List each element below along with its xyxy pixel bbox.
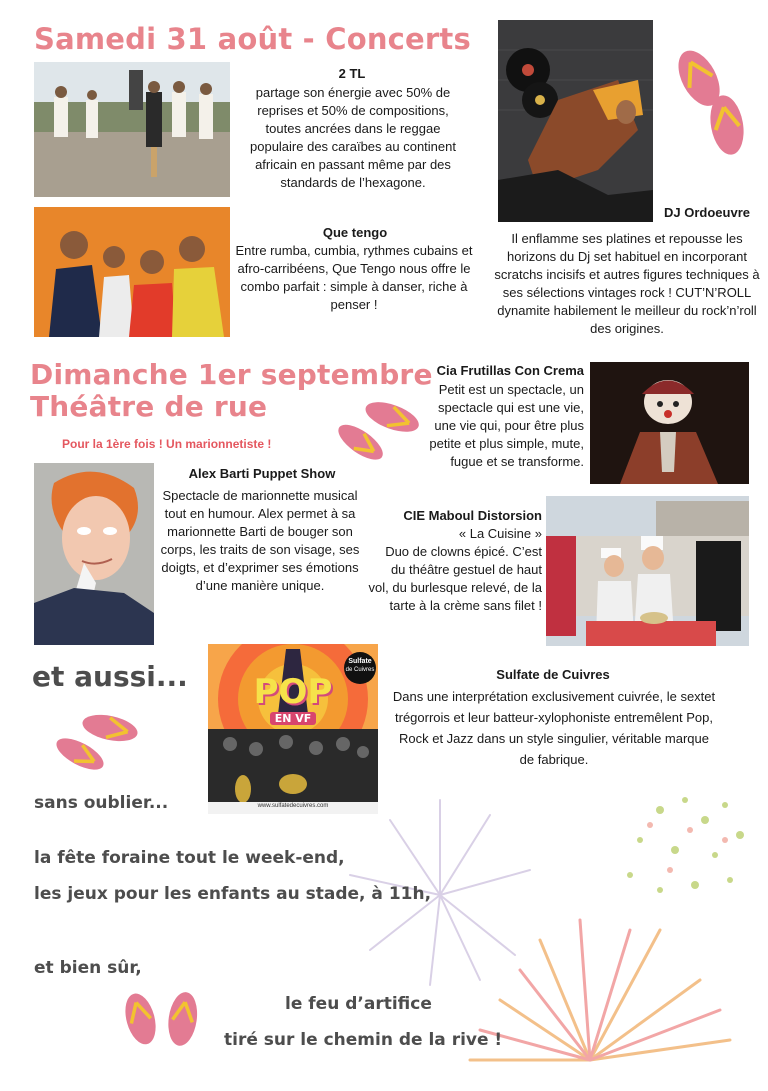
- saturday-title: Samedi 31 août - Concerts: [34, 22, 471, 56]
- que-tengo-name: Que tengo: [322, 225, 388, 240]
- que-tengo-text: Entre rumba, cumbia, rythmes cubains et afro-carribéens, Que Tengo nous offre le combo parfait : simple à danser, riche à penser !: [235, 243, 473, 312]
- dj-text: Il enflamme ses platines et repousse les horizons du Dj set habituel en incorporant scratchs incisifs et autres figures techniques à ses sélections vintages rock ! CUT’N’ROLL dynamite habilement le meilleur du rock’n’roll des origines.: [494, 231, 760, 336]
- without-line2: les jeux pour les enfants au stade, à 11h,: [34, 884, 432, 904]
- photo-que-tengo: [34, 207, 230, 337]
- cia-name: Cia Frutillas Con Crema: [436, 363, 584, 378]
- poster-envf: EN VF: [270, 712, 316, 725]
- poster-badge-line1: Sulfate: [348, 658, 372, 665]
- first-time-note: Pour la 1ère fois ! Un marionnetiste !: [62, 437, 272, 451]
- maboul-text: Duo de clowns épicé. C’est du théâtre gestuel de haut vol, du burlesque relevé, de la tarte à la crème sans filet !: [368, 544, 542, 613]
- flip-flops-icon: [330, 398, 425, 468]
- poster-badge-line2: de Cuivres: [345, 667, 375, 673]
- flip-flops-icon: [115, 985, 205, 1055]
- without-line4: le feu d’artifice: [285, 994, 432, 1014]
- also-title: et aussi...: [32, 660, 188, 693]
- sunday-title-line1: Dimanche 1er septembre: [30, 358, 433, 391]
- poster-url: www.sulfatedecuivres.com: [257, 803, 329, 809]
- photo-alex-barti: [34, 463, 154, 645]
- dj-name: DJ Ordoeuvre: [664, 205, 750, 220]
- photo-maboul-distorsion: [546, 496, 749, 646]
- flip-flops-icon: [52, 708, 142, 778]
- cia-text: Petit est un spectacle, un spectacle qui est une vie, une vie qui, pour être plus petite et plus simple, mute, fugue et se transforme.: [429, 382, 584, 469]
- without-line5: tiré sur le chemin de la rive !: [224, 1030, 503, 1050]
- photo-2tl: [34, 62, 230, 197]
- without-line3: et bien sûr,: [34, 958, 142, 978]
- tl2-name: 2 TL: [338, 66, 366, 81]
- sulfate-name: Sulfate de Cuivres: [496, 667, 610, 682]
- photo-dj-ordoeuvre: [498, 20, 653, 222]
- sunday-title-line2: Théâtre de rue: [30, 390, 268, 423]
- tl2-text: partage son énergie avec 50% de reprises et 50% de compositions, toutes ancrées dans le reggae populaire des caraïbes au continent africain en passant même par des standards de l’hexagone.: [250, 85, 456, 190]
- without-line1: la fête foraine tout le week-end,: [34, 848, 345, 868]
- sulfate-text: Dans une interprétation exclusivement cuivrée, le sextet trégorrois et leur batteur-xylophoniste entremêlent Pop, Rock et Jazz dans un style singulier, véritable marque de fabrique.: [392, 689, 716, 767]
- alex-name: Alex Barti Puppet Show: [188, 466, 336, 481]
- maboul-name: CIE Maboul Distorsion: [403, 508, 542, 523]
- photo-cia-frutillas: [590, 362, 749, 484]
- maboul-subtitle: « La Cuisine »: [458, 526, 542, 541]
- poster-pop: POP: [253, 672, 333, 712]
- without-title: sans oublier...: [34, 793, 169, 813]
- alex-text: Spectacle de marionnette musical tout en humour. Alex permet à sa marionnette Barti de bouger son corps, les traits de son visage, ses doigts, et d’exprimer ses émotions d’une manière unique.: [160, 488, 360, 593]
- flip-flops-icon: [665, 40, 755, 160]
